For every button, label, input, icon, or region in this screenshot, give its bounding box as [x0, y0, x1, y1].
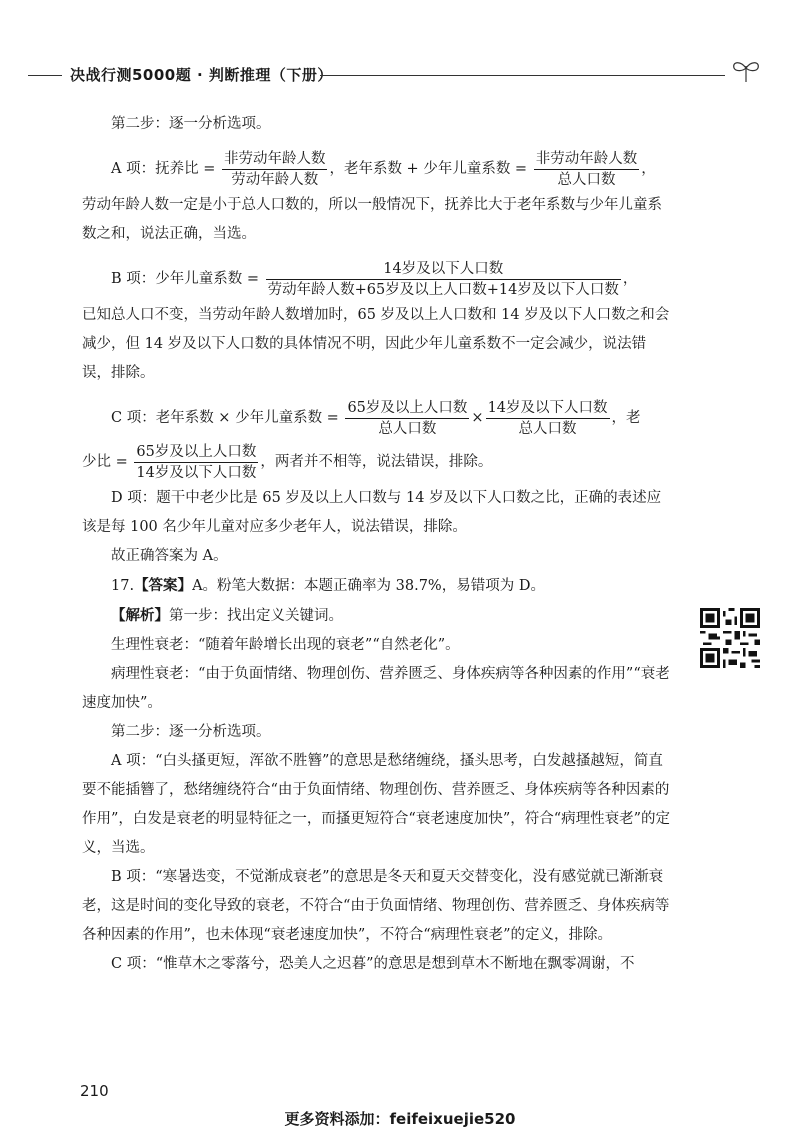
q17-option-c: C 项：“惟草木之零落兮，恐美人之迟暮”的意思是想到草木不断地在飘零凋谢，不 — [111, 956, 635, 972]
fraction-denominator: 总人口数 — [557, 171, 616, 188]
question-17-answer — [82, 571, 672, 601]
fraction-denominator: 劳动年龄人数 — [231, 171, 319, 188]
youth-coefficient-fraction — [266, 260, 621, 299]
option-c-explanation: ，两者并不相等，说法错误，排除。 — [260, 454, 493, 470]
punctuation: ，老 — [611, 410, 641, 426]
book-title: 决战行测5000题 · 判断推理（下册） — [70, 66, 333, 84]
sum-coefficient-fraction — [534, 150, 640, 189]
fraction-numerator: 14岁及以下人口数 — [486, 399, 610, 419]
page-number: 210 — [80, 1082, 109, 1100]
option-c-label: C 项：老年系数 × 少年儿童系数 = — [111, 410, 339, 426]
fraction-numerator: 14岁及以下人口数 — [266, 260, 621, 280]
analysis-label: 【解析】 — [111, 607, 169, 624]
option-b-label: B 项：少年儿童系数 = — [111, 271, 260, 287]
q17-option-b: B 项：“寒暑迭变，不觉渐成衰老”的意思是冬天和夏天交替变化，没有感觉就已渐渐衰老，这是时间的变化导致的衰老，不符合“由于负面情绪、物理创伤、营养匮乏、身体疾病等各种因素的作用”，也未体现“衰老速度加快”，不符合“病理性衰老”的定义，排除。 — [82, 869, 670, 943]
analysis-text: 第一步：找出定义关键词。 — [169, 608, 343, 624]
answer-text: A。粉笔大数据：本题正确率为 38.7%，易错项为 D。 — [192, 578, 545, 594]
fraction-denominator: 14岁及以下人口数 — [136, 464, 257, 481]
pathological-aging-definition: 病理性衰老：“由于负面情绪、物理创伤、营养匮乏、身体疾病等各种因素的作用”“衰老速度加快”。 — [82, 666, 670, 711]
physiological-aging-definition: 生理性衰老：“随着年龄增长出现的衰老”“自然老化”。 — [111, 637, 460, 653]
punctuation: ， — [622, 271, 638, 287]
answer-line: 故正确答案为 A。 — [111, 548, 228, 564]
fraction-numerator: 65岁及以上人口数 — [134, 443, 258, 463]
fraction-denominator: 劳动年龄人数+65岁及以上人口数+14岁及以下人口数 — [267, 281, 619, 298]
fraction-denominator: 总人口数 — [378, 420, 437, 437]
option-a-mid: ，老年系数 + 少年儿童系数 = — [329, 161, 528, 177]
option-d-explanation: D 项：题干中老少比是 65 岁及以上人口数与 14 岁及以下人口数之比，正确的表述应该是每 100 名少年儿童对应多少老年人，说法错误，排除。 — [82, 490, 662, 535]
times-sign: × — [471, 410, 484, 426]
youth-over-total-fraction — [486, 399, 610, 438]
elderly-coefficient-fraction — [345, 399, 469, 438]
option-a-explanation: 劳动年龄人数一定是小于总人口数的，所以一般情况下，抚养比大于老年系数与少年儿童系数之和，说法正确，当选。 — [82, 197, 662, 242]
qr-code-icon[interactable] — [700, 608, 760, 668]
fraction-denominator: 总人口数 — [518, 420, 577, 437]
q17-option-a: A 项：“白头搔更短，浑欲不胜簪”的意思是愁绪缠绕，搔头思考，白发越搔越短，简直要不能插簪了，愁绪缠绕符合“由于负面情绪、物理创伤、营养匮乏、身体疾病等各种因素的作用”，白发是衰老的明显特征之一，而搔更短符合“衰老速度加快”，符合“病理性衰老”的定义，当选。 — [82, 753, 671, 856]
question-number: 17. — [111, 578, 135, 594]
option-b-explanation: 已知总人口不变，当劳动年龄人数增加时，65 岁及以上人口数和 14 岁及以下人口数之和会减少，但 14 岁及以下人口数的具体情况不明，因此少年儿童系数不一定会减少，说法错误，排除。 — [82, 307, 670, 381]
option-c-formula — [82, 396, 672, 440]
sprout-icon — [726, 56, 766, 86]
old-young-ratio-fraction — [134, 443, 258, 482]
option-c-ratio — [82, 440, 672, 484]
page-body — [82, 110, 672, 979]
step2-heading: 第二步：逐一分析选项。 — [111, 116, 271, 132]
option-a-formula — [82, 147, 672, 191]
running-header — [0, 62, 800, 88]
dependency-ratio-fraction — [222, 150, 328, 189]
header-rule-right — [320, 75, 725, 76]
answer-label: 【答案】 — [134, 577, 193, 594]
fraction-numerator: 65岁及以上人口数 — [345, 399, 469, 419]
punctuation: ， — [641, 161, 656, 177]
footer-note: 更多资料添加：feifeixuejie520 — [284, 1110, 516, 1128]
option-a-label: A 项：抚养比 = — [111, 161, 216, 177]
header-rule-left — [28, 75, 62, 76]
analysis-step1 — [82, 601, 672, 631]
fraction-numerator: 非劳动年龄人数 — [222, 150, 328, 170]
old-young-ratio-label: 少比 = — [82, 454, 128, 470]
fraction-numerator: 非劳动年龄人数 — [534, 150, 640, 170]
option-b-formula — [82, 257, 672, 301]
step2-heading-q17: 第二步：逐一分析选项。 — [111, 724, 271, 740]
